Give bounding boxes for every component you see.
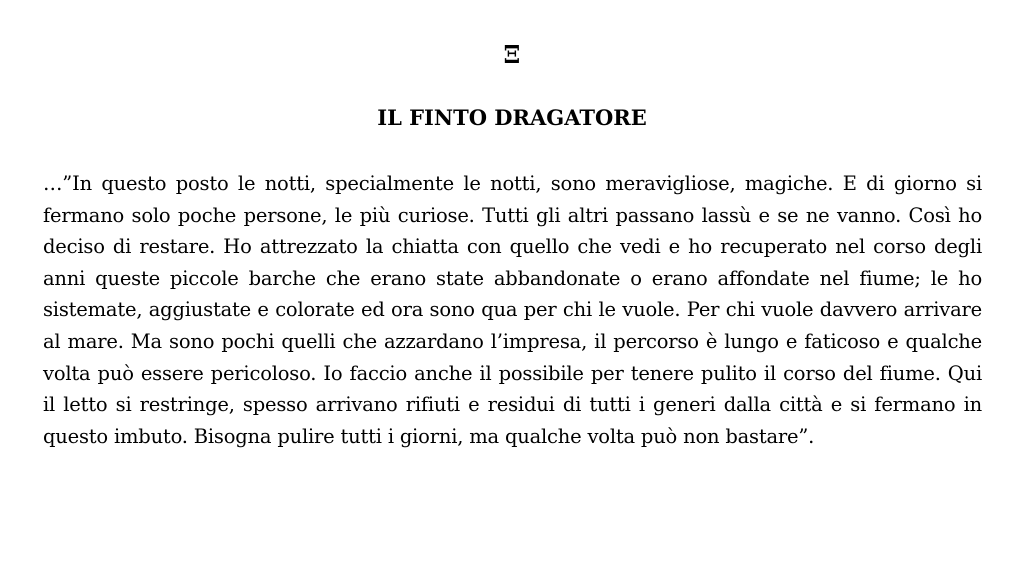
section-glyph: Ξ xyxy=(503,40,521,69)
body-paragraph: …”In questo posto le notti, specialmente le notti, sono meravigliose, magiche. E di giorno si fermano solo poche persone, le più curiose. Tutti gli altri passano lassù e se ne vanno. Così ho deciso di restare. Ho attrezzato la chiatta con quello che vedi e ho recuperato nel corso degli anni queste piccole barche che erano state abbandonate o erano affondate nel fiume; le ho sistemate, aggiustate e colorate ed ora sono qua per chi le vuole. Per chi vuole davvero arrivare al mare. Ma sono pochi quelli che azzardano l’impresa, il percorso è lungo e faticoso e qualche volta può essere pericoloso. Io faccio anche il possibile per tenere pulito il corso del fiume. Qui il letto si restringe, spesso arrivano rifiuti e residui di tutti i generi dalla città e si fermano in questo imbuto. Bisogna pulire tutti i giorni, ma qualche volta può non bastare”. xyxy=(43,172,982,448)
chapter-title: IL FINTO DRAGATORE xyxy=(377,105,647,130)
